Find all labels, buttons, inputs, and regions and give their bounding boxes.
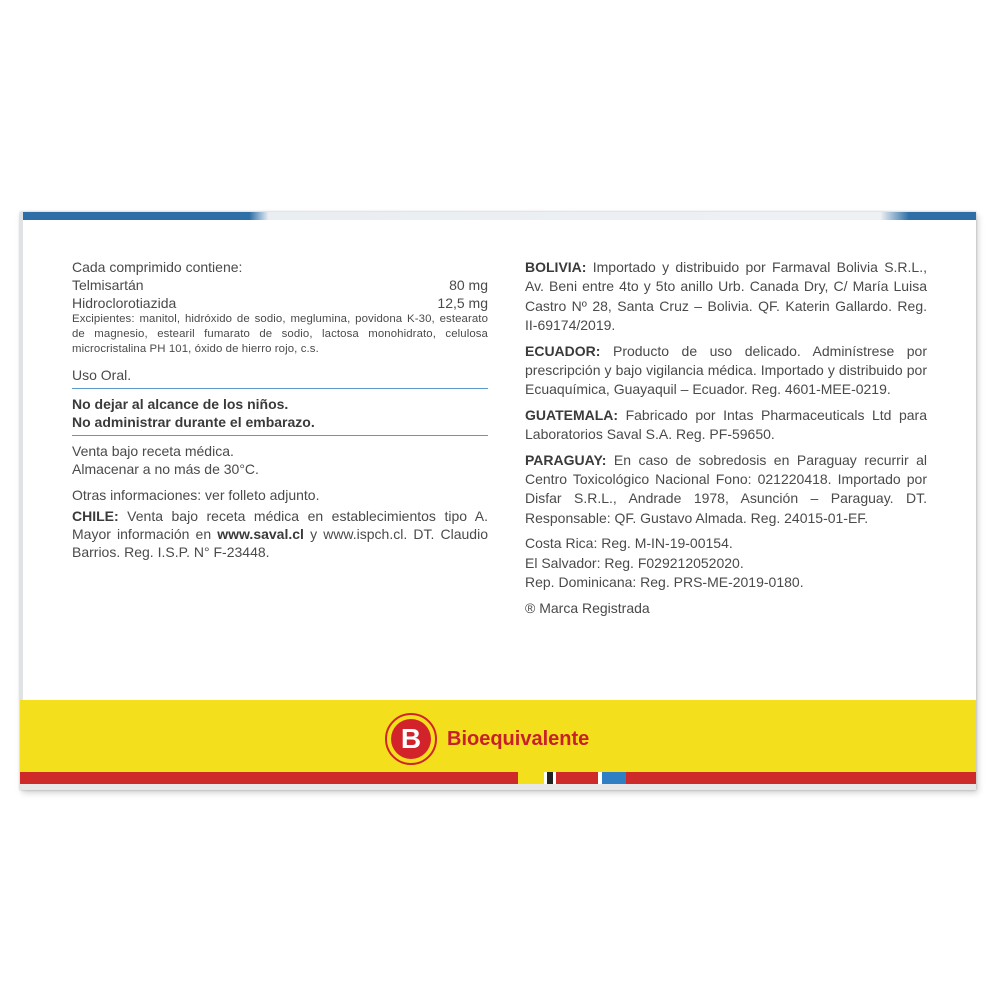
chile-text-2: y www.ispch.cl. DT. Claudio Barrios. Reg. I.S.P. N° F-23448.	[72, 525, 488, 560]
country-label: GUATEMALA:	[525, 406, 619, 423]
b-letter: B	[391, 719, 431, 759]
country-text: En caso de sobredosis en Paraguay recurrir al Centro Toxicológico Nacional Fono: 021220418. Importado por Disfar S.R.L., Andrade 1978, Asunción – Paraguay. DT. Responsable: QF. Gustavo Almada. Reg. 24015-01-EF.	[525, 451, 927, 526]
top-blue-strip	[20, 212, 976, 220]
registration-costa-rica: Costa Rica: Reg. M-IN-19-00154.	[525, 535, 733, 552]
separator-line	[72, 388, 488, 389]
bioequivalent-label: Bioequivalente	[447, 727, 590, 750]
trademark-note: ® Marca Registrada	[525, 599, 650, 616]
color-code-marks	[518, 772, 626, 784]
country-text: Producto de uso delicado. Adminístrese por prescripción y bajo vigilancia médica. Importado y distribuido por Ecuaquímica, Guayaquil – Ecuador. Reg. 4601-MEE-0219.	[525, 342, 927, 398]
country-block-paraguay	[525, 451, 927, 529]
country-label: BOLIVIA:	[525, 259, 587, 275]
country-label: PARAGUAY:	[525, 451, 607, 468]
storage-condition: Almacenar a no más de 30°C.	[72, 460, 259, 477]
yellow-band	[20, 700, 976, 772]
country-text: Fabricado por Intas Pharmaceuticals Ltd para Laboratorios Saval S.A. Reg. PF-59650.	[525, 406, 927, 443]
country-text: Importado y distribuido por Farmaval Bolivia S.R.L., Av. Beni entre 4to y 5to anillo Urb. Canada Dry, C/ María Luisa Castro Nº 28, Santa Cruz – Bolivia. QF. Katerin Gallardo. Reg. II-69174/2019.	[525, 259, 927, 334]
distribution-column	[525, 258, 927, 618]
ingredient-amount: 80 mg	[449, 277, 488, 293]
ingredient-row	[72, 276, 488, 294]
chile-text-1: Venta bajo receta médica en establecimientos tipo A. Mayor información en	[72, 507, 488, 542]
red-band	[20, 772, 976, 784]
registration-dominicana: Rep. Dominicana: Reg. PRS-ME-2019-0180.	[525, 574, 804, 591]
saval-link: www.saval.cl	[217, 525, 304, 542]
composition-column	[72, 258, 488, 561]
ingredient-name: Hidroclorotiazida	[72, 295, 177, 311]
color-mark	[556, 772, 598, 784]
box-bottom-edge	[20, 784, 976, 790]
route-text: Uso Oral.	[72, 366, 132, 383]
ingredient-name: Telmisartán	[72, 277, 144, 293]
separator-line	[72, 435, 488, 436]
composition-heading: Cada comprimido contiene:	[72, 259, 243, 275]
sale-condition: Venta bajo receta médica.	[72, 442, 234, 459]
color-mark	[518, 772, 544, 784]
chile-label: CHILE:	[72, 507, 119, 524]
registration-el-salvador: El Salvador: Reg. F029212052020.	[525, 554, 744, 571]
ingredient-amount: 12,5 mg	[437, 295, 488, 311]
warning-children: No dejar al alcance de los niños.	[72, 395, 289, 412]
excipients-text: Excipientes: manitol, hidróxido de sodio, meglumina, povidona K-30, estearato de magnesio, estearil fumarato de sodio, lactosa monohidrato, celulosa microcristalina PH 101, óxido de hierro rojo, c.s.	[72, 313, 488, 356]
warning-pregnancy: No administrar durante el embarazo.	[72, 413, 315, 430]
chile-info	[72, 507, 488, 561]
ingredient-row	[72, 294, 488, 312]
bioequivalent-b-icon	[385, 713, 437, 765]
medicine-box-back	[20, 212, 976, 790]
country-block-bolivia	[525, 258, 927, 336]
country-label: ECUADOR:	[525, 342, 601, 359]
color-mark	[602, 772, 626, 784]
bioequivalent-badge	[385, 713, 589, 765]
country-block-ecuador	[525, 342, 927, 400]
country-block-guatemala	[525, 406, 927, 445]
other-info: Otras informaciones: ver folleto adjunto.	[72, 486, 320, 503]
